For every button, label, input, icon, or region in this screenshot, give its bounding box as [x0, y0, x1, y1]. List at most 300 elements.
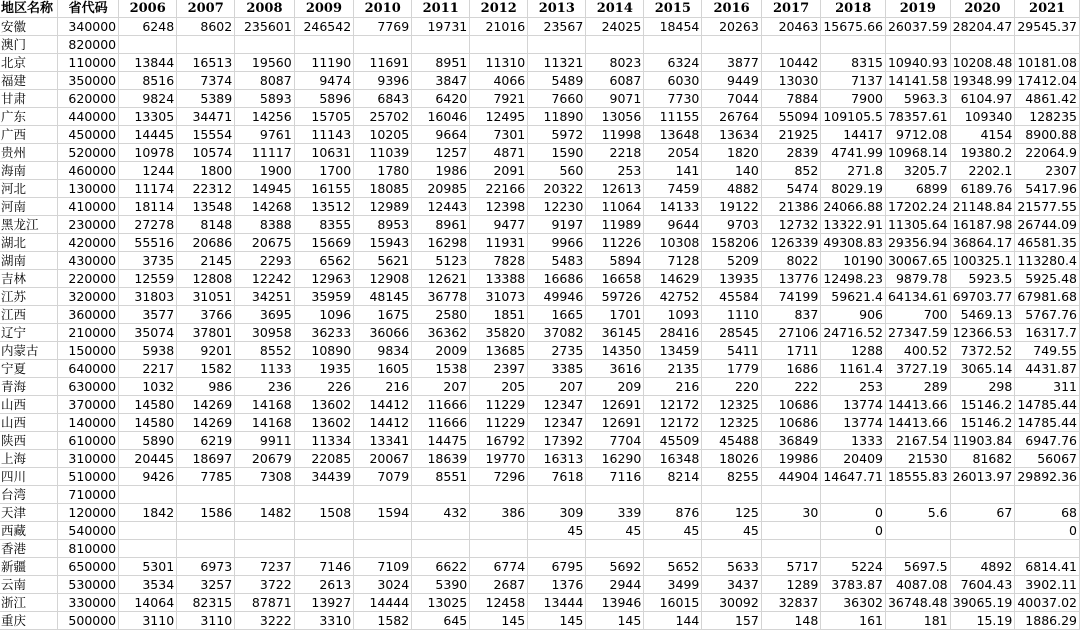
- value-cell[interactable]: 14168: [235, 396, 294, 414]
- value-cell[interactable]: 39065.19: [950, 594, 1015, 612]
- value-cell[interactable]: 12325: [702, 396, 761, 414]
- value-cell[interactable]: 3727.19: [885, 360, 950, 378]
- value-cell[interactable]: 37082: [528, 324, 586, 342]
- value-cell[interactable]: 906: [821, 306, 886, 324]
- value-cell[interactable]: [644, 486, 702, 504]
- value-cell[interactable]: 19560: [235, 54, 294, 72]
- value-cell[interactable]: 207: [412, 378, 470, 396]
- value-cell[interactable]: 44904: [761, 468, 820, 486]
- value-cell[interactable]: 8388: [235, 216, 294, 234]
- value-cell[interactable]: 5925.48: [1015, 270, 1080, 288]
- value-cell[interactable]: 24716.52: [821, 324, 886, 342]
- value-cell[interactable]: 5972: [528, 126, 586, 144]
- value-cell[interactable]: 8355: [294, 216, 353, 234]
- region-name-cell[interactable]: 四川: [0, 468, 58, 486]
- value-cell[interactable]: 11155: [644, 108, 702, 126]
- value-cell[interactable]: 5697.5: [885, 558, 950, 576]
- value-cell[interactable]: 141: [644, 162, 702, 180]
- value-cell[interactable]: 15146.2: [950, 396, 1015, 414]
- value-cell[interactable]: 5633: [702, 558, 761, 576]
- region-name-cell[interactable]: 福建: [0, 72, 58, 90]
- value-cell[interactable]: 13341: [354, 432, 412, 450]
- value-cell[interactable]: 27106: [761, 324, 820, 342]
- value-cell[interactable]: 3735: [119, 252, 177, 270]
- region-name-cell[interactable]: 江西: [0, 306, 58, 324]
- region-name-cell[interactable]: 湖南: [0, 252, 58, 270]
- value-cell[interactable]: 2293: [235, 252, 294, 270]
- region-name-cell[interactable]: 安徽: [0, 18, 58, 36]
- province-code-cell[interactable]: 630000: [58, 378, 119, 396]
- province-code-cell[interactable]: 120000: [58, 504, 119, 522]
- value-cell[interactable]: 126339: [761, 234, 820, 252]
- value-cell[interactable]: 0: [821, 522, 886, 540]
- value-cell[interactable]: 18555.83: [885, 468, 950, 486]
- value-cell[interactable]: 8087: [235, 72, 294, 90]
- region-name-cell[interactable]: 新疆: [0, 558, 58, 576]
- value-cell[interactable]: 11691: [354, 54, 412, 72]
- value-cell[interactable]: 12366.53: [950, 324, 1015, 342]
- value-cell[interactable]: 986: [177, 378, 235, 396]
- value-cell[interactable]: 12621: [412, 270, 470, 288]
- value-cell[interactable]: 145: [528, 612, 586, 630]
- value-cell[interactable]: 11903.84: [950, 432, 1015, 450]
- value-cell[interactable]: 10208.48: [950, 54, 1015, 72]
- value-cell[interactable]: 15.19: [950, 612, 1015, 630]
- value-cell[interactable]: 5896: [294, 90, 353, 108]
- value-cell[interactable]: 7730: [644, 90, 702, 108]
- value-cell[interactable]: [354, 36, 412, 54]
- value-cell[interactable]: 5209: [702, 252, 761, 270]
- value-cell[interactable]: 11064: [586, 198, 644, 216]
- value-cell[interactable]: 7146: [294, 558, 353, 576]
- value-cell[interactable]: 5474: [761, 180, 820, 198]
- region-name-cell[interactable]: 广东: [0, 108, 58, 126]
- value-cell[interactable]: 3577: [119, 306, 177, 324]
- value-cell[interactable]: 8255: [702, 468, 761, 486]
- value-cell[interactable]: 19770: [470, 450, 528, 468]
- value-cell[interactable]: 11334: [294, 432, 353, 450]
- value-cell[interactable]: 45: [528, 522, 586, 540]
- value-cell[interactable]: 46581.35: [1015, 234, 1080, 252]
- value-cell[interactable]: 11321: [528, 54, 586, 72]
- value-cell[interactable]: 6420: [412, 90, 470, 108]
- value-cell[interactable]: [586, 540, 644, 558]
- value-cell[interactable]: 5938: [119, 342, 177, 360]
- value-cell[interactable]: 7044: [702, 90, 761, 108]
- value-cell[interactable]: 12443: [412, 198, 470, 216]
- value-cell[interactable]: 1161.4: [821, 360, 886, 378]
- column-header-year[interactable]: 2010: [354, 0, 412, 18]
- value-cell[interactable]: [119, 540, 177, 558]
- province-code-cell[interactable]: 330000: [58, 594, 119, 612]
- value-cell[interactable]: 1376: [528, 576, 586, 594]
- value-cell[interactable]: 148: [761, 612, 820, 630]
- value-cell[interactable]: 7828: [470, 252, 528, 270]
- value-cell[interactable]: 17412.04: [1015, 72, 1080, 90]
- value-cell[interactable]: 82315: [177, 594, 235, 612]
- value-cell[interactable]: 16686: [528, 270, 586, 288]
- value-cell[interactable]: 309: [528, 504, 586, 522]
- province-code-cell[interactable]: 520000: [58, 144, 119, 162]
- value-cell[interactable]: 13634: [702, 126, 761, 144]
- value-cell[interactable]: 8951: [412, 54, 470, 72]
- value-cell[interactable]: 16046: [412, 108, 470, 126]
- value-cell[interactable]: 7785: [177, 468, 235, 486]
- value-cell[interactable]: 1842: [119, 504, 177, 522]
- value-cell[interactable]: 6947.76: [1015, 432, 1080, 450]
- value-cell[interactable]: 181: [885, 612, 950, 630]
- value-cell[interactable]: 14256: [235, 108, 294, 126]
- value-cell[interactable]: 20263: [702, 18, 761, 36]
- value-cell[interactable]: 12691: [586, 396, 644, 414]
- value-cell[interactable]: [702, 540, 761, 558]
- value-cell[interactable]: 1110: [702, 306, 761, 324]
- value-cell[interactable]: 36302: [821, 594, 886, 612]
- value-cell[interactable]: 1675: [354, 306, 412, 324]
- value-cell[interactable]: 55516: [119, 234, 177, 252]
- value-cell[interactable]: 16313: [528, 450, 586, 468]
- value-cell[interactable]: 21016: [470, 18, 528, 36]
- value-cell[interactable]: [702, 36, 761, 54]
- value-cell[interactable]: 9201: [177, 342, 235, 360]
- value-cell[interactable]: 145: [586, 612, 644, 630]
- value-cell[interactable]: 12172: [644, 414, 702, 432]
- value-cell[interactable]: 10686: [761, 396, 820, 414]
- value-cell[interactable]: 5411: [702, 342, 761, 360]
- value-cell[interactable]: 13322.91: [821, 216, 886, 234]
- region-name-cell[interactable]: 上海: [0, 450, 58, 468]
- value-cell[interactable]: 14268: [235, 198, 294, 216]
- value-cell[interactable]: 16348: [644, 450, 702, 468]
- value-cell[interactable]: 36066: [354, 324, 412, 342]
- value-cell[interactable]: 10978: [119, 144, 177, 162]
- value-cell[interactable]: [950, 522, 1015, 540]
- value-cell[interactable]: 8953: [354, 216, 412, 234]
- value-cell[interactable]: 13459: [644, 342, 702, 360]
- value-cell[interactable]: [950, 486, 1015, 504]
- value-cell[interactable]: 13305: [119, 108, 177, 126]
- value-cell[interactable]: 13548: [177, 198, 235, 216]
- value-cell[interactable]: 12989: [354, 198, 412, 216]
- value-cell[interactable]: 12172: [644, 396, 702, 414]
- value-cell[interactable]: 13946: [586, 594, 644, 612]
- value-cell[interactable]: 8552: [235, 342, 294, 360]
- value-cell[interactable]: 125: [702, 504, 761, 522]
- value-cell[interactable]: 645: [412, 612, 470, 630]
- value-cell[interactable]: 16290: [586, 450, 644, 468]
- value-cell[interactable]: 20985: [412, 180, 470, 198]
- value-cell[interactable]: 1935: [294, 360, 353, 378]
- value-cell[interactable]: 21530: [885, 450, 950, 468]
- region-name-cell[interactable]: 澳门: [0, 36, 58, 54]
- region-name-cell[interactable]: 海南: [0, 162, 58, 180]
- value-cell[interactable]: 2009: [412, 342, 470, 360]
- value-cell[interactable]: 6104.97: [950, 90, 1015, 108]
- value-cell[interactable]: 11229: [470, 396, 528, 414]
- value-cell[interactable]: 13935: [702, 270, 761, 288]
- value-cell[interactable]: 113280.4: [1015, 252, 1080, 270]
- value-cell[interactable]: 13685: [470, 342, 528, 360]
- value-cell[interactable]: 289: [885, 378, 950, 396]
- value-cell[interactable]: 48145: [354, 288, 412, 306]
- value-cell[interactable]: 30: [761, 504, 820, 522]
- province-code-cell[interactable]: 410000: [58, 198, 119, 216]
- value-cell[interactable]: 10968.14: [885, 144, 950, 162]
- value-cell[interactable]: 23567: [528, 18, 586, 36]
- value-cell[interactable]: 1093: [644, 306, 702, 324]
- value-cell[interactable]: 3110: [119, 612, 177, 630]
- value-cell[interactable]: 9966: [528, 234, 586, 252]
- value-cell[interactable]: 19380.2: [950, 144, 1015, 162]
- value-cell[interactable]: 0: [1015, 522, 1080, 540]
- value-cell[interactable]: 10442: [761, 54, 820, 72]
- value-cell[interactable]: 253: [586, 162, 644, 180]
- value-cell[interactable]: 64134.61: [885, 288, 950, 306]
- value-cell[interactable]: 11998: [586, 126, 644, 144]
- value-cell[interactable]: 9834: [354, 342, 412, 360]
- province-code-cell[interactable]: 440000: [58, 108, 119, 126]
- value-cell[interactable]: 4882: [702, 180, 761, 198]
- value-cell[interactable]: 12908: [354, 270, 412, 288]
- value-cell[interactable]: 4087.08: [885, 576, 950, 594]
- value-cell[interactable]: 2944: [586, 576, 644, 594]
- value-cell[interactable]: 35959: [294, 288, 353, 306]
- region-name-cell[interactable]: 江苏: [0, 288, 58, 306]
- value-cell[interactable]: [177, 486, 235, 504]
- value-cell[interactable]: 3205.7: [885, 162, 950, 180]
- value-cell[interactable]: 8315: [821, 54, 886, 72]
- value-cell[interactable]: 6795: [528, 558, 586, 576]
- region-name-cell[interactable]: 吉林: [0, 270, 58, 288]
- column-header-year[interactable]: 2016: [702, 0, 761, 18]
- value-cell[interactable]: [119, 522, 177, 540]
- value-cell[interactable]: 13602: [294, 396, 353, 414]
- value-cell[interactable]: 20067: [354, 450, 412, 468]
- value-cell[interactable]: 11666: [412, 396, 470, 414]
- province-code-cell[interactable]: 360000: [58, 306, 119, 324]
- value-cell[interactable]: [885, 522, 950, 540]
- value-cell[interactable]: 34439: [294, 468, 353, 486]
- value-cell[interactable]: 16792: [470, 432, 528, 450]
- value-cell[interactable]: 6030: [644, 72, 702, 90]
- value-cell[interactable]: [354, 522, 412, 540]
- value-cell[interactable]: 11989: [586, 216, 644, 234]
- value-cell[interactable]: 400.52: [885, 342, 950, 360]
- value-cell[interactable]: 7900: [821, 90, 886, 108]
- value-cell[interactable]: 1701: [586, 306, 644, 324]
- province-code-cell[interactable]: 420000: [58, 234, 119, 252]
- value-cell[interactable]: 3695: [235, 306, 294, 324]
- value-cell[interactable]: 45584: [702, 288, 761, 306]
- value-cell[interactable]: 7618: [528, 468, 586, 486]
- region-name-cell[interactable]: 湖北: [0, 234, 58, 252]
- value-cell[interactable]: 6843: [354, 90, 412, 108]
- value-cell[interactable]: 13030: [761, 72, 820, 90]
- value-cell[interactable]: 12242: [235, 270, 294, 288]
- value-cell[interactable]: 7237: [235, 558, 294, 576]
- value-cell[interactable]: 432: [412, 504, 470, 522]
- value-cell[interactable]: [885, 540, 950, 558]
- value-cell[interactable]: 11666: [412, 414, 470, 432]
- value-cell[interactable]: 5890: [119, 432, 177, 450]
- value-cell[interactable]: 36145: [586, 324, 644, 342]
- value-cell[interactable]: 36233: [294, 324, 353, 342]
- value-cell[interactable]: 1586: [177, 504, 235, 522]
- value-cell[interactable]: 9664: [412, 126, 470, 144]
- value-cell[interactable]: 55094: [761, 108, 820, 126]
- value-cell[interactable]: 1289: [761, 576, 820, 594]
- value-cell[interactable]: 140: [702, 162, 761, 180]
- value-cell[interactable]: 3385: [528, 360, 586, 378]
- value-cell[interactable]: [702, 486, 761, 504]
- value-cell[interactable]: 1886.29: [1015, 612, 1080, 630]
- value-cell[interactable]: 81682: [950, 450, 1015, 468]
- value-cell[interactable]: 45: [702, 522, 761, 540]
- value-cell[interactable]: 5652: [644, 558, 702, 576]
- value-cell[interactable]: 12613: [586, 180, 644, 198]
- value-cell[interactable]: 271.8: [821, 162, 886, 180]
- value-cell[interactable]: 5893: [235, 90, 294, 108]
- value-cell[interactable]: 14412: [354, 414, 412, 432]
- value-cell[interactable]: 67: [950, 504, 1015, 522]
- value-cell[interactable]: 5301: [119, 558, 177, 576]
- value-cell[interactable]: 3877: [702, 54, 761, 72]
- region-name-cell[interactable]: 山西: [0, 396, 58, 414]
- value-cell[interactable]: 852: [761, 162, 820, 180]
- value-cell[interactable]: 8214: [644, 468, 702, 486]
- value-cell[interactable]: 3847: [412, 72, 470, 90]
- value-cell[interactable]: 9911: [235, 432, 294, 450]
- value-cell[interactable]: 14580: [119, 396, 177, 414]
- value-cell[interactable]: 14475: [412, 432, 470, 450]
- province-code-cell[interactable]: 650000: [58, 558, 119, 576]
- value-cell[interactable]: 5390: [412, 576, 470, 594]
- value-cell[interactable]: 10631: [294, 144, 353, 162]
- value-cell[interactable]: 15669: [294, 234, 353, 252]
- value-cell[interactable]: 45: [586, 522, 644, 540]
- value-cell[interactable]: 8023: [586, 54, 644, 72]
- value-cell[interactable]: 16187.98: [950, 216, 1015, 234]
- value-cell[interactable]: [586, 36, 644, 54]
- value-cell[interactable]: 16298: [412, 234, 470, 252]
- value-cell[interactable]: 13844: [119, 54, 177, 72]
- province-code-cell[interactable]: 620000: [58, 90, 119, 108]
- value-cell[interactable]: 17392: [528, 432, 586, 450]
- value-cell[interactable]: 40037.02: [1015, 594, 1080, 612]
- value-cell[interactable]: 19348.99: [950, 72, 1015, 90]
- value-cell[interactable]: 5963.3: [885, 90, 950, 108]
- value-cell[interactable]: 18114: [119, 198, 177, 216]
- column-header-year[interactable]: 2006: [119, 0, 177, 18]
- region-name-cell[interactable]: 广西: [0, 126, 58, 144]
- value-cell[interactable]: 9712.08: [885, 126, 950, 144]
- value-cell[interactable]: 7704: [586, 432, 644, 450]
- value-cell[interactable]: 12732: [761, 216, 820, 234]
- province-code-cell[interactable]: 370000: [58, 396, 119, 414]
- value-cell[interactable]: 837: [761, 306, 820, 324]
- value-cell[interactable]: 11931: [470, 234, 528, 252]
- value-cell[interactable]: 28545: [702, 324, 761, 342]
- value-cell[interactable]: 700: [885, 306, 950, 324]
- value-cell[interactable]: 2054: [644, 144, 702, 162]
- value-cell[interactable]: 3616: [586, 360, 644, 378]
- value-cell[interactable]: 24025: [586, 18, 644, 36]
- value-cell[interactable]: 109105.5: [821, 108, 886, 126]
- value-cell[interactable]: [294, 522, 353, 540]
- value-cell[interactable]: 26037.59: [885, 18, 950, 36]
- value-cell[interactable]: 4861.42: [1015, 90, 1080, 108]
- value-cell[interactable]: 226: [294, 378, 353, 396]
- value-cell[interactable]: [294, 540, 353, 558]
- value-cell[interactable]: [1015, 540, 1080, 558]
- value-cell[interactable]: [885, 36, 950, 54]
- value-cell[interactable]: 9824: [119, 90, 177, 108]
- region-name-cell[interactable]: 河北: [0, 180, 58, 198]
- value-cell[interactable]: 12808: [177, 270, 235, 288]
- value-cell[interactable]: 145: [470, 612, 528, 630]
- value-cell[interactable]: [761, 540, 820, 558]
- column-header-year[interactable]: 2015: [644, 0, 702, 18]
- value-cell[interactable]: 1711: [761, 342, 820, 360]
- province-code-cell[interactable]: 350000: [58, 72, 119, 90]
- value-cell[interactable]: 19731: [412, 18, 470, 36]
- value-cell[interactable]: 20686: [177, 234, 235, 252]
- value-cell[interactable]: 32837: [761, 594, 820, 612]
- value-cell[interactable]: 2135: [644, 360, 702, 378]
- value-cell[interactable]: 10190: [821, 252, 886, 270]
- value-cell[interactable]: 15705: [294, 108, 353, 126]
- value-cell[interactable]: 144: [644, 612, 702, 630]
- value-cell[interactable]: 15146.2: [950, 414, 1015, 432]
- column-header-year[interactable]: 2021: [1015, 0, 1080, 18]
- value-cell[interactable]: 12691: [586, 414, 644, 432]
- value-cell[interactable]: 10205: [354, 126, 412, 144]
- value-cell[interactable]: [644, 540, 702, 558]
- value-cell[interactable]: 14269: [177, 396, 235, 414]
- column-header-year[interactable]: 2013: [528, 0, 586, 18]
- value-cell[interactable]: 36362: [412, 324, 470, 342]
- value-cell[interactable]: 2202.1: [950, 162, 1015, 180]
- value-cell[interactable]: 12398: [470, 198, 528, 216]
- value-cell[interactable]: 14133: [644, 198, 702, 216]
- column-header-year[interactable]: 2018: [821, 0, 886, 18]
- value-cell[interactable]: 7372.52: [950, 342, 1015, 360]
- value-cell[interactable]: 1257: [412, 144, 470, 162]
- value-cell[interactable]: 5123: [412, 252, 470, 270]
- value-cell[interactable]: 5767.76: [1015, 306, 1080, 324]
- value-cell[interactable]: [821, 486, 886, 504]
- value-cell[interactable]: 12347: [528, 396, 586, 414]
- value-cell[interactable]: 560: [528, 162, 586, 180]
- value-cell[interactable]: 12498.23: [821, 270, 886, 288]
- value-cell[interactable]: [294, 36, 353, 54]
- value-cell[interactable]: 235601: [235, 18, 294, 36]
- region-name-cell[interactable]: 甘肃: [0, 90, 58, 108]
- value-cell[interactable]: 11890: [528, 108, 586, 126]
- value-cell[interactable]: [470, 540, 528, 558]
- value-cell[interactable]: 1800: [177, 162, 235, 180]
- value-cell[interactable]: 16658: [586, 270, 644, 288]
- region-name-cell[interactable]: 陕西: [0, 432, 58, 450]
- value-cell[interactable]: 11117: [235, 144, 294, 162]
- value-cell[interactable]: 8602: [177, 18, 235, 36]
- value-cell[interactable]: 20322: [528, 180, 586, 198]
- value-cell[interactable]: [177, 522, 235, 540]
- value-cell[interactable]: 9197: [528, 216, 586, 234]
- value-cell[interactable]: 13648: [644, 126, 702, 144]
- province-code-cell[interactable]: 500000: [58, 612, 119, 630]
- column-header-year[interactable]: 2014: [586, 0, 644, 18]
